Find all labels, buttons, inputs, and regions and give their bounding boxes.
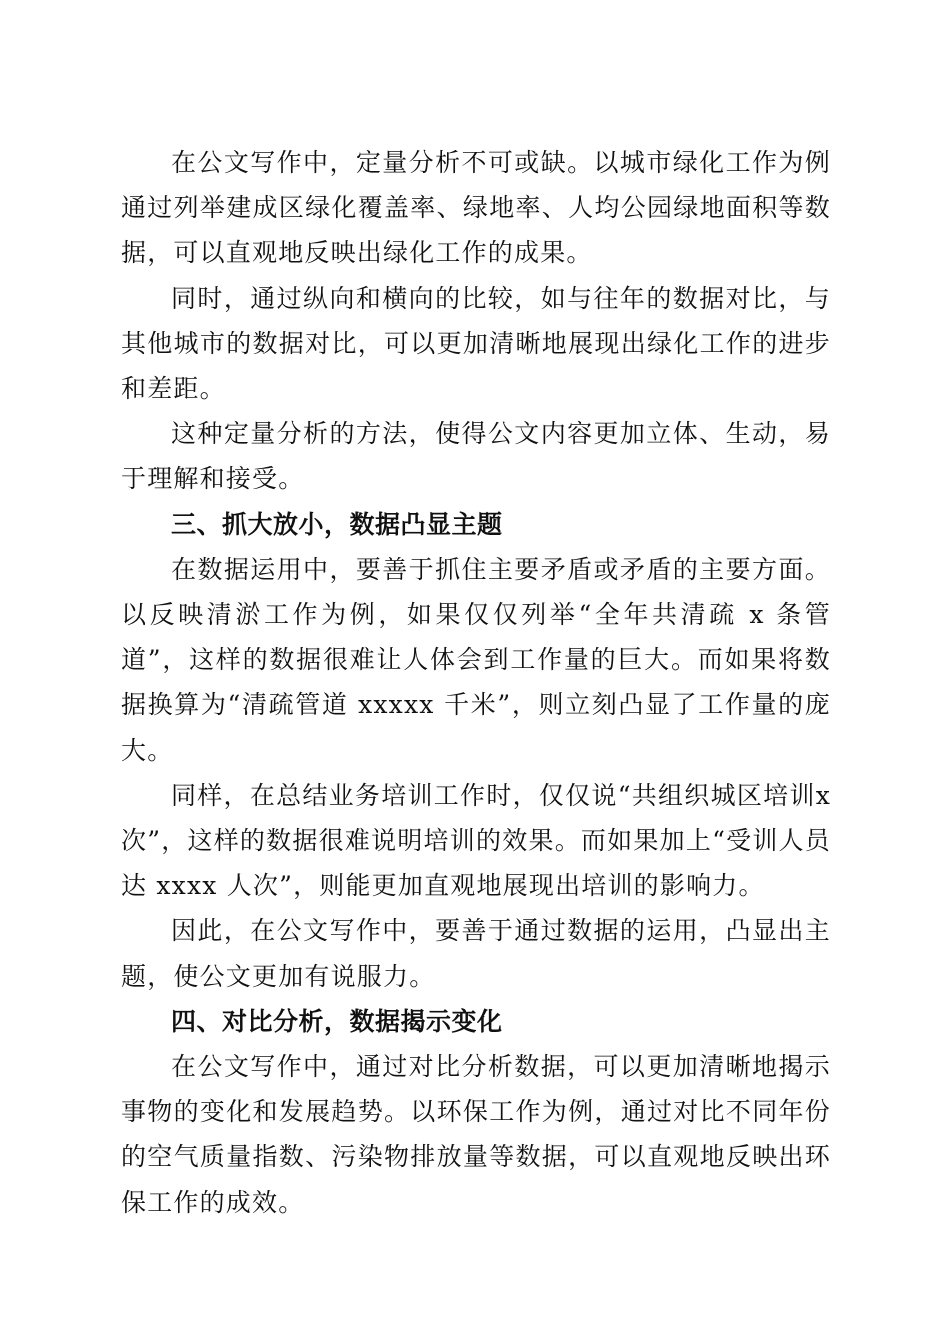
section-heading-4: 四、对比分析，数据揭示变化 <box>171 1006 503 1036</box>
paragraph-method-summary: 这种定量分析的方法，使得公文内容更加立体、生动，易于理解和接受。 <box>121 419 831 494</box>
paragraph-theme-summary: 因此，在公文写作中，要善于通过数据的运用，凸显出主题，使公文更加有说服力。 <box>121 916 831 991</box>
section-heading-3: 三、抓大放小，数据凸显主题 <box>171 509 503 539</box>
paragraph-training-example: 同样，在总结业务培训工作时，仅仅说“共组织城区培训x 次”，这样的数据很难说明培训的效果。而如果加上“受训人员达 xxxx 人次”，则能更加直观地展现出培训的影响力。 <box>121 780 831 901</box>
paragraph-environment-example: 在公文写作中，通过对比分析数据，可以更加清晰地揭示事物的变化和发展趋势。以环保工作为例，通过对比不同年份的空气质量指数、污染物排放量等数据，可以直观地反映出环保工作的成效。 <box>121 1052 831 1217</box>
paragraph-quantitative-analysis: 在公文写作中，定量分析不可或缺。以城市绿化工作为例通过列举建成区绿化覆盖率、绿地率、人均公园绿地面积等数据，可以直观地反映出绿化工作的成果。 <box>121 148 831 268</box>
paragraph-comparison: 同时，通过纵向和横向的比较，如与往年的数据对比，与其他城市的数据对比，可以更加清晰地展现出绿化工作的进步和差距。 <box>121 283 831 404</box>
paragraph-dredging-example: 在数据运用中，要善于抓住主要矛盾或矛盾的主要方面。以反映清淤工作为例，如果仅仅列举“全年共清疏 x 条管道”，这样的数据很难让人体会到工作量的巨大。而如果将数据换算为“清疏管道 xxxxx 千米”，则立刻凸显了工作量的庞大。 <box>121 554 831 765</box>
document-body <box>121 140 831 1225</box>
